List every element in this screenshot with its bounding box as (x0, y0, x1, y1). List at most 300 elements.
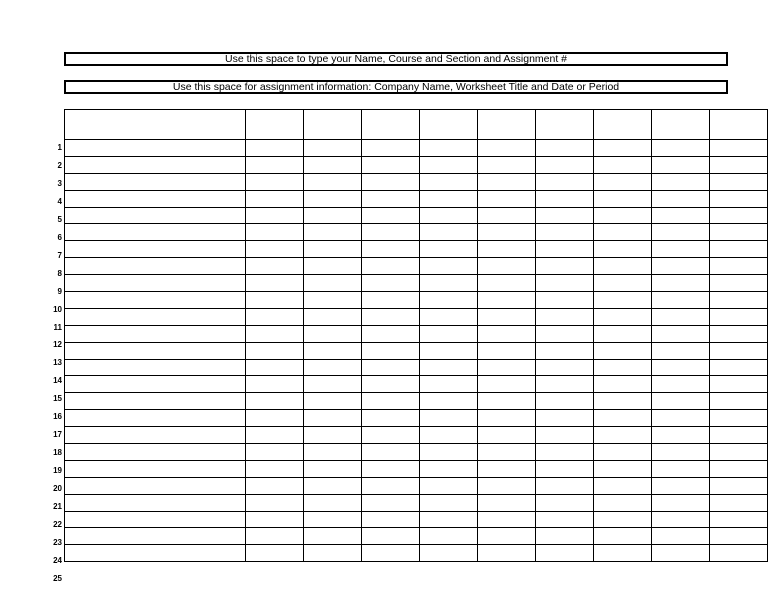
grid-cell[interactable] (304, 342, 362, 359)
grid-cell[interactable] (65, 207, 246, 224)
grid-cell[interactable] (246, 173, 304, 190)
grid-cell[interactable] (709, 477, 767, 494)
grid-cell[interactable] (420, 241, 478, 258)
grid-cell[interactable] (65, 410, 246, 427)
grid-cell[interactable] (594, 173, 652, 190)
grid-cell[interactable] (709, 359, 767, 376)
grid-cell[interactable] (362, 359, 420, 376)
grid-cell[interactable] (652, 140, 710, 157)
grid-cell[interactable] (652, 275, 710, 292)
grid-cell[interactable] (304, 545, 362, 562)
grid-cell[interactable] (709, 173, 767, 190)
grid-cell[interactable] (594, 241, 652, 258)
grid-cell[interactable] (362, 342, 420, 359)
grid-cell[interactable] (709, 460, 767, 477)
grid-cell[interactable] (246, 308, 304, 325)
grid-cell[interactable] (65, 258, 246, 275)
grid-cell[interactable] (478, 140, 536, 157)
name-prompt-text: Use this space to type your Name, Course and Section and Assignment # (224, 53, 568, 65)
grid-cell[interactable] (362, 528, 420, 545)
grid-cell[interactable] (594, 545, 652, 562)
grid-cell[interactable] (709, 190, 767, 207)
grid-cell[interactable] (536, 140, 594, 157)
grid-cell[interactable] (246, 342, 304, 359)
grid-cell[interactable] (246, 325, 304, 342)
grid-cell[interactable] (304, 308, 362, 325)
grid-cell[interactable] (304, 376, 362, 393)
grid-cell[interactable] (709, 156, 767, 173)
grid-cell[interactable] (478, 207, 536, 224)
assignment-info-text: Use this space for assignment information: Company Name, Worksheet Title and Date or Period (172, 81, 620, 93)
grid-cell[interactable] (420, 427, 478, 444)
grid-cell[interactable] (362, 376, 420, 393)
grid-cell[interactable] (362, 140, 420, 157)
grid-cell[interactable] (304, 292, 362, 309)
grid-cell[interactable] (304, 410, 362, 427)
grid-cell[interactable] (652, 308, 710, 325)
grid-cell[interactable] (536, 258, 594, 275)
grid-cell[interactable] (594, 258, 652, 275)
grid-cell[interactable] (652, 477, 710, 494)
table-row (65, 342, 768, 359)
grid-cell[interactable] (478, 477, 536, 494)
grid-cell[interactable] (594, 342, 652, 359)
grid-cell[interactable] (536, 342, 594, 359)
grid-cell[interactable] (304, 393, 362, 410)
row-number: 3 (57, 178, 62, 188)
grid-cell[interactable] (652, 190, 710, 207)
grid-cell[interactable] (65, 511, 246, 528)
header-cell[interactable] (420, 110, 478, 140)
grid-cell[interactable] (536, 444, 594, 461)
grid-cell[interactable] (420, 511, 478, 528)
grid-cell[interactable] (304, 156, 362, 173)
grid-cell[interactable] (652, 173, 710, 190)
table-row (65, 140, 768, 157)
grid-cell[interactable] (420, 477, 478, 494)
grid-cell[interactable] (362, 224, 420, 241)
grid-cell[interactable] (246, 224, 304, 241)
grid-cell[interactable] (478, 156, 536, 173)
grid-cell[interactable] (246, 376, 304, 393)
header-cell[interactable] (478, 110, 536, 140)
grid-cell[interactable] (246, 190, 304, 207)
grid-cell[interactable] (536, 224, 594, 241)
grid-cell[interactable] (304, 460, 362, 477)
grid-cell[interactable] (652, 359, 710, 376)
grid-cell[interactable] (65, 528, 246, 545)
grid-cell[interactable] (709, 207, 767, 224)
grid-cell[interactable] (246, 545, 304, 562)
grid-cell[interactable] (246, 410, 304, 427)
grid-cell[interactable] (420, 207, 478, 224)
table-row (65, 173, 768, 190)
grid-cell[interactable] (478, 173, 536, 190)
grid-cell[interactable] (304, 511, 362, 528)
grid-cell[interactable] (362, 241, 420, 258)
grid-cell[interactable] (709, 308, 767, 325)
grid-cell[interactable] (594, 393, 652, 410)
table-row (65, 258, 768, 275)
grid-cell[interactable] (478, 545, 536, 562)
grid-cell[interactable] (536, 241, 594, 258)
grid-cell[interactable] (536, 545, 594, 562)
grid-cell[interactable] (478, 308, 536, 325)
grid-cell[interactable] (478, 528, 536, 545)
grid-cell[interactable] (246, 511, 304, 528)
grid-cell[interactable] (65, 241, 246, 258)
grid-cell[interactable] (536, 190, 594, 207)
grid-cell[interactable] (65, 444, 246, 461)
grid-cell[interactable] (594, 460, 652, 477)
row-number: 1 (57, 143, 62, 152)
grid-cell[interactable] (709, 444, 767, 461)
grid-cell[interactable] (362, 258, 420, 275)
grid-cell[interactable] (246, 444, 304, 461)
grid-cell[interactable] (652, 528, 710, 545)
grid-cell[interactable] (246, 359, 304, 376)
grid-cell[interactable] (420, 359, 478, 376)
header-cell[interactable] (362, 110, 420, 140)
grid-cell[interactable] (246, 393, 304, 410)
grid-cell[interactable] (420, 342, 478, 359)
grid-cell[interactable] (478, 292, 536, 309)
grid-cell[interactable] (304, 140, 362, 157)
row-number: 14 (53, 376, 62, 386)
grid-cell[interactable] (246, 156, 304, 173)
table-row (65, 528, 768, 545)
grid-cell[interactable] (652, 241, 710, 258)
grid-cell[interactable] (362, 494, 420, 511)
grid-cell[interactable] (420, 292, 478, 309)
grid-cell[interactable] (304, 444, 362, 461)
header-cell[interactable] (246, 110, 304, 140)
grid-cell[interactable] (536, 460, 594, 477)
grid-cell[interactable] (362, 325, 420, 342)
grid-cell[interactable] (362, 275, 420, 292)
grid-cell[interactable] (536, 427, 594, 444)
grid-cell[interactable] (304, 258, 362, 275)
row-number: 23 (53, 537, 62, 547)
grid-cell[interactable] (420, 545, 478, 562)
grid-cell[interactable] (594, 207, 652, 224)
grid-cell[interactable] (65, 477, 246, 494)
grid-cell[interactable] (246, 427, 304, 444)
table-row (65, 275, 768, 292)
grid-cell[interactable] (709, 511, 767, 528)
grid-cell[interactable] (65, 342, 246, 359)
grid-cell[interactable] (65, 308, 246, 325)
grid-cell[interactable] (478, 190, 536, 207)
grid-cell[interactable] (65, 393, 246, 410)
grid-cell[interactable] (594, 325, 652, 342)
grid-cell[interactable] (65, 224, 246, 241)
grid-cell[interactable] (420, 325, 478, 342)
grid-cell[interactable] (420, 494, 478, 511)
grid-cell[interactable] (65, 275, 246, 292)
grid-cell[interactable] (652, 393, 710, 410)
grid-cell[interactable] (478, 241, 536, 258)
assignment-info-box[interactable] (64, 80, 728, 94)
grid-cell[interactable] (709, 241, 767, 258)
grid-cell[interactable] (536, 511, 594, 528)
grid-cell[interactable] (478, 376, 536, 393)
header-cell[interactable] (65, 110, 246, 140)
grid-cell[interactable] (709, 224, 767, 241)
grid-cell[interactable] (709, 258, 767, 275)
grid-cell[interactable] (362, 444, 420, 461)
grid-cell[interactable] (652, 156, 710, 173)
grid-cell[interactable] (478, 511, 536, 528)
grid-cell[interactable] (652, 410, 710, 427)
row-number: 15 (53, 394, 62, 404)
grid-cell[interactable] (594, 190, 652, 207)
grid-cell[interactable] (65, 173, 246, 190)
grid-cell[interactable] (536, 528, 594, 545)
table-row (65, 511, 768, 528)
row-number: 19 (53, 466, 62, 476)
grid-cell[interactable] (65, 359, 246, 376)
grid-cell[interactable] (594, 275, 652, 292)
grid-cell[interactable] (594, 528, 652, 545)
grid-cell[interactable] (594, 444, 652, 461)
row-number: 4 (57, 196, 62, 206)
grid-cell[interactable] (420, 376, 478, 393)
grid-cell[interactable] (594, 224, 652, 241)
grid-cell[interactable] (652, 207, 710, 224)
grid-cell[interactable] (478, 393, 536, 410)
grid-cell[interactable] (246, 241, 304, 258)
grid-cell[interactable] (246, 140, 304, 157)
grid-cell[interactable] (304, 275, 362, 292)
grid-cell[interactable] (65, 292, 246, 309)
grid-cell[interactable] (304, 325, 362, 342)
table-row (65, 444, 768, 461)
grid-cell[interactable] (594, 292, 652, 309)
row-number: 2 (57, 160, 62, 170)
grid-cell[interactable] (709, 140, 767, 157)
grid-cell[interactable] (709, 393, 767, 410)
grid-cell[interactable] (65, 156, 246, 173)
grid-cell[interactable] (594, 494, 652, 511)
grid-cell[interactable] (478, 410, 536, 427)
grid-cell[interactable] (652, 342, 710, 359)
grid-cell[interactable] (478, 444, 536, 461)
grid-cell[interactable] (709, 528, 767, 545)
grid-cell[interactable] (65, 460, 246, 477)
grid-cell[interactable] (594, 140, 652, 157)
header-cell[interactable] (594, 110, 652, 140)
table-row (65, 460, 768, 477)
grid-cell[interactable] (652, 511, 710, 528)
grid-cell[interactable] (362, 477, 420, 494)
header-cell[interactable] (709, 110, 767, 140)
grid-cell[interactable] (652, 292, 710, 309)
grid-cell[interactable] (536, 207, 594, 224)
grid-cell[interactable] (594, 359, 652, 376)
grid-cell[interactable] (478, 460, 536, 477)
grid-cell[interactable] (304, 359, 362, 376)
grid-cell[interactable] (304, 494, 362, 511)
grid-cell[interactable] (65, 140, 246, 157)
grid-cell[interactable] (478, 258, 536, 275)
grid-cell[interactable] (536, 325, 594, 342)
grid-cell[interactable] (420, 410, 478, 427)
table-row (65, 241, 768, 258)
grid-cell[interactable] (652, 494, 710, 511)
grid-cell[interactable] (420, 460, 478, 477)
row-number: 22 (53, 519, 62, 529)
row-number: 18 (53, 448, 62, 458)
grid-cell[interactable] (246, 494, 304, 511)
grid-cell[interactable] (536, 275, 594, 292)
grid-cell[interactable] (420, 444, 478, 461)
grid-cell[interactable] (420, 393, 478, 410)
grid-cell[interactable] (246, 258, 304, 275)
grid-cell[interactable] (536, 292, 594, 309)
grid-cell[interactable] (709, 494, 767, 511)
grid-cell[interactable] (362, 393, 420, 410)
grid-cell[interactable] (65, 427, 246, 444)
table-row (65, 308, 768, 325)
grid-cell[interactable] (420, 173, 478, 190)
grid-cell[interactable] (246, 292, 304, 309)
header-cell[interactable] (304, 110, 362, 140)
grid-cell[interactable] (478, 325, 536, 342)
grid-cell[interactable] (709, 325, 767, 342)
grid-cell[interactable] (709, 427, 767, 444)
grid-cell[interactable] (362, 207, 420, 224)
grid-cell[interactable] (362, 292, 420, 309)
grid-cell[interactable] (65, 494, 246, 511)
grid-cell[interactable] (709, 545, 767, 562)
grid-cell[interactable] (304, 427, 362, 444)
grid-cell[interactable] (652, 258, 710, 275)
grid-cell[interactable] (652, 460, 710, 477)
grid-cell[interactable] (304, 477, 362, 494)
grid-cell[interactable] (420, 528, 478, 545)
grid-cell[interactable] (246, 275, 304, 292)
name-course-section-box[interactable] (64, 52, 728, 66)
table-row (65, 545, 768, 562)
table-row (65, 477, 768, 494)
header-cell[interactable] (652, 110, 710, 140)
grid-cell[interactable] (652, 224, 710, 241)
grid-cell[interactable] (478, 224, 536, 241)
grid-cell[interactable] (652, 325, 710, 342)
grid-cell[interactable] (362, 511, 420, 528)
grid-cell[interactable] (362, 190, 420, 207)
grid-cell[interactable] (652, 545, 710, 562)
grid-cell[interactable] (478, 427, 536, 444)
grid-cell[interactable] (709, 376, 767, 393)
grid-cell[interactable] (362, 173, 420, 190)
grid-cell[interactable] (420, 224, 478, 241)
grid-cell[interactable] (652, 444, 710, 461)
grid-cell[interactable] (304, 224, 362, 241)
grid-cell[interactable] (709, 292, 767, 309)
grid-cell[interactable] (246, 460, 304, 477)
grid-cell[interactable] (420, 275, 478, 292)
grid-cell[interactable] (304, 528, 362, 545)
grid-cell[interactable] (594, 410, 652, 427)
row-number: 20 (53, 484, 62, 494)
grid-cell[interactable] (709, 410, 767, 427)
grid-cell[interactable] (536, 477, 594, 494)
grid-cell[interactable] (362, 308, 420, 325)
grid-cell[interactable] (362, 156, 420, 173)
grid-cell[interactable] (362, 410, 420, 427)
table-row (65, 494, 768, 511)
grid-cell[interactable] (536, 393, 594, 410)
grid-cell[interactable] (536, 156, 594, 173)
grid-cell[interactable] (362, 460, 420, 477)
grid-cell[interactable] (478, 342, 536, 359)
grid-cell[interactable] (594, 156, 652, 173)
grid-cell[interactable] (594, 477, 652, 494)
grid-cell[interactable] (536, 376, 594, 393)
grid-cell[interactable] (709, 342, 767, 359)
row-number: 25 (53, 573, 62, 583)
grid-cell[interactable] (362, 545, 420, 562)
grid-cell[interactable] (478, 275, 536, 292)
row-number: 9 (57, 286, 62, 296)
grid-cell[interactable] (65, 376, 246, 393)
grid-cell[interactable] (246, 528, 304, 545)
grid-cell[interactable] (536, 308, 594, 325)
row-number: 5 (57, 214, 62, 224)
grid-cell[interactable] (420, 156, 478, 173)
grid-cell[interactable] (536, 410, 594, 427)
grid-cell[interactable] (478, 359, 536, 376)
header-row (65, 110, 768, 140)
grid-cell[interactable] (536, 494, 594, 511)
table-row (65, 292, 768, 309)
grid-cell[interactable] (594, 511, 652, 528)
grid-cell[interactable] (304, 241, 362, 258)
grid-cell[interactable] (536, 173, 594, 190)
grid-cell[interactable] (246, 207, 304, 224)
grid-cell[interactable] (304, 207, 362, 224)
grid-cell[interactable] (594, 427, 652, 444)
grid-cell[interactable] (536, 359, 594, 376)
grid-cell[interactable] (420, 140, 478, 157)
grid-cell[interactable] (65, 325, 246, 342)
grid-cell[interactable] (478, 494, 536, 511)
grid-cell[interactable] (594, 308, 652, 325)
header-cell[interactable] (536, 110, 594, 140)
grid-cell[interactable] (420, 308, 478, 325)
table-row (65, 156, 768, 173)
grid-cell[interactable] (594, 376, 652, 393)
grid-cell[interactable] (420, 190, 478, 207)
table-row (65, 325, 768, 342)
grid-cell[interactable] (362, 427, 420, 444)
grid-cell[interactable] (652, 427, 710, 444)
grid-cell[interactable] (304, 173, 362, 190)
row-number: 24 (53, 555, 62, 565)
row-number: 7 (57, 250, 62, 260)
table-row (65, 224, 768, 241)
grid-cell[interactable] (65, 190, 246, 207)
grid-cell[interactable] (652, 376, 710, 393)
grid-cell[interactable] (709, 275, 767, 292)
table-row (65, 393, 768, 410)
grid-cell[interactable] (65, 545, 246, 562)
grid-cell[interactable] (304, 190, 362, 207)
grid-cell[interactable] (246, 477, 304, 494)
grid-cell[interactable] (420, 258, 478, 275)
